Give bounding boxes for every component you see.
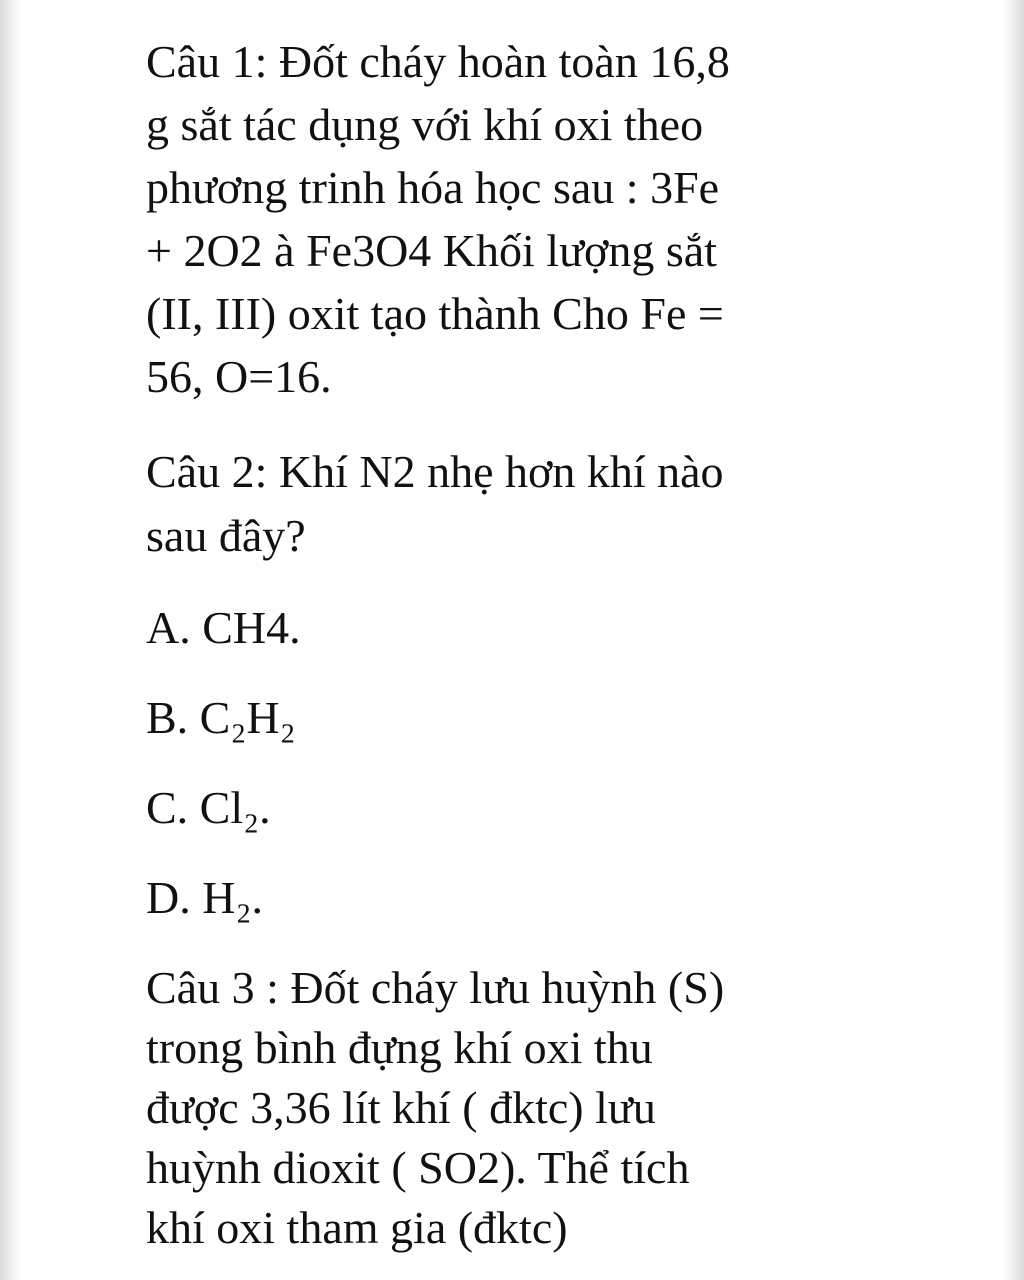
question-1-line: 56, O=16. [146,351,332,402]
question-2-line: sau đây? [146,510,306,561]
question-1-line: phương trinh hóa học sau : 3Fe [146,162,720,213]
question-1-line: Câu 1: Đốt cháy hoàn toàn 16,8 [146,36,730,87]
option-a: A. CH4. [146,602,301,653]
option-b: B. C₂H₂ [146,692,296,743]
question-2 [146,440,906,568]
option-d: D. H₂. [146,872,263,923]
question-1-line: + 2O2 à Fe3O4 Khối lượng sắt [146,225,717,276]
question-3 [146,958,906,1258]
question-3-line: Câu 3 : Đốt cháy lưu huỳnh (S) [146,962,725,1013]
question-3-line: khí oxi tham gia (đktc) [146,1202,568,1253]
page-edge-shadow-right [1002,0,1024,1280]
question-1 [146,30,906,408]
question-3-line: được 3,36 lít khí ( đktc) lưu [146,1082,656,1133]
document-content [146,30,906,1258]
page-edge-shadow-left [0,0,22,1280]
question-2-line: Câu 2: Khí N2 nhẹ hơn khí nào [146,446,724,497]
question-1-line: g sắt tác dụng với khí oxi theo [146,99,704,150]
question-1-line: (II, III) oxit tạo thành Cho Fe = [146,288,724,339]
question-3-line: huỳnh dioxit ( SO2). Thể tích [146,1142,690,1193]
option-c: C. Cl₂. [146,782,271,833]
question-3-line: trong bình đựng khí oxi thu [146,1022,653,1073]
